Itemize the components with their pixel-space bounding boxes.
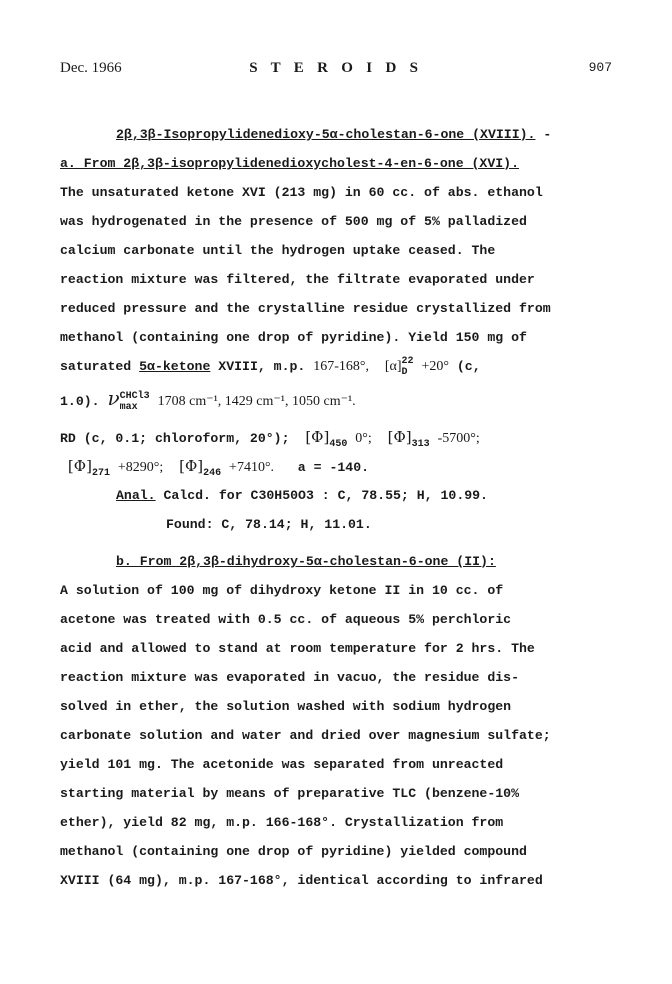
paragraph-line: The unsaturated ketone XVI (213 mg) in 60 cc. of abs. ethanol bbox=[60, 185, 543, 200]
phi-symbol: [Φ] bbox=[305, 428, 330, 446]
page-header bbox=[60, 60, 612, 82]
paragraph-line: reaction mixture was filtered, the filtrate evaporated under bbox=[60, 272, 535, 287]
phi-symbol: [Φ] bbox=[179, 457, 204, 475]
rd-line: RD (c, 0.1; chloroform, 20°); $[\Phi]_{450}$ 0°; $[\Phi]_{313}$ -5700°; bbox=[60, 428, 480, 450]
section-a-title: 2β,3β-Isopropylidenedioxy-5α-cholestan-6-one (XVIII). bbox=[116, 127, 536, 142]
paragraph-line: starting material by means of preparative TLC (benzene-10% bbox=[60, 786, 519, 801]
paragraph-line: carbonate solution and water and dried over magnesium sulfate; bbox=[60, 728, 551, 743]
rd-line-2: $[\Phi]_{271} +8290^\circ$; $[\Phi]_{246} +7410^\circ$. a = -140. bbox=[67, 457, 370, 479]
analysis-calcd: Anal. Calcd. for C30H50O3 : C, 78.55; H, 10.99. bbox=[116, 488, 488, 503]
alpha-symbol: [α] bbox=[384, 359, 402, 374]
paragraph-line: calcium carbonate until the hydrogen uptake ceased. The bbox=[60, 243, 496, 258]
paragraph-line: solved in ether, the solution washed with sodium hydrogen bbox=[60, 699, 512, 714]
ir-values: 1708 cm⁻¹, 1429 cm⁻¹, 1050 cm⁻¹. bbox=[157, 394, 356, 409]
paragraph-line: XVIII (64 mg), m.p. 167-168°, identical according to infrared bbox=[60, 873, 543, 888]
paragraph-line: ether), yield 82 mg, m.p. 166-168°. Crystallization from bbox=[60, 815, 504, 830]
formula: C30H50O3 bbox=[250, 488, 314, 503]
paragraph-line: acid and allowed to stand at room temperature for 2 hrs. The bbox=[60, 641, 535, 656]
paragraph-line: acetone was treated with 0.5 cc. of aqueous 5% perchloric bbox=[60, 612, 512, 627]
section-a-title-line2 bbox=[60, 149, 620, 178]
ir-line: 1.0). ν CHCl3 max 1708 cm⁻¹, 1429 cm⁻¹, 1050 cm⁻¹. bbox=[60, 386, 356, 413]
ketone-label: 5α-ketone bbox=[139, 359, 211, 374]
phi-symbol: [Φ] bbox=[387, 428, 412, 446]
analysis-found: Found: C, 78.14; H, 11.01. bbox=[166, 517, 372, 532]
paragraph-line: A solution of 100 mg of dihydroxy ketone II in 10 cc. of bbox=[60, 583, 504, 598]
section-b-title: b. From 2β,3β-dihydroxy-5α-cholestan-6-one (II): bbox=[116, 554, 496, 569]
paragraph-line: methanol (containing one drop of pyridine). Yield 150 mg of bbox=[60, 330, 527, 345]
anal-label: Anal. bbox=[116, 488, 156, 503]
melting-point: 167-168°, bbox=[313, 359, 370, 374]
paragraph-line: methanol (containing one drop of pyridine) yielded compound bbox=[60, 844, 527, 859]
header-date: Dec. 1966 bbox=[60, 60, 122, 76]
journal-title: S T E R O I D S bbox=[249, 60, 423, 76]
paragraph-line: was hydrogenated in the presence of 500 mg of 5% palladized bbox=[60, 214, 527, 229]
document-body bbox=[60, 120, 620, 895]
phi-symbol: [Φ] bbox=[67, 457, 92, 475]
page-number: 907 bbox=[588, 60, 612, 75]
paragraph-line: yield 101 mg. The acetonide was separated from unreacted bbox=[60, 757, 504, 772]
paragraph-line: reduced pressure and the crystalline residue crystallized from bbox=[60, 301, 551, 316]
nu-symbol: ν bbox=[107, 386, 120, 410]
title-dash: - bbox=[535, 127, 552, 142]
rotation-value: +20° bbox=[421, 359, 449, 374]
section-a-title-line1 bbox=[60, 120, 620, 149]
rotation-line: saturated 5α-ketone XVIII, m.p. 167-168°, [α] 22 D +20° (c, bbox=[60, 355, 481, 378]
section-a-subtitle: a. From 2β,3β-isopropylidenedioxycholest-4-en-6-one (XVI). bbox=[60, 156, 519, 171]
paragraph-line: reaction mixture was evaporated in vacuo, the residue dis- bbox=[60, 670, 519, 685]
